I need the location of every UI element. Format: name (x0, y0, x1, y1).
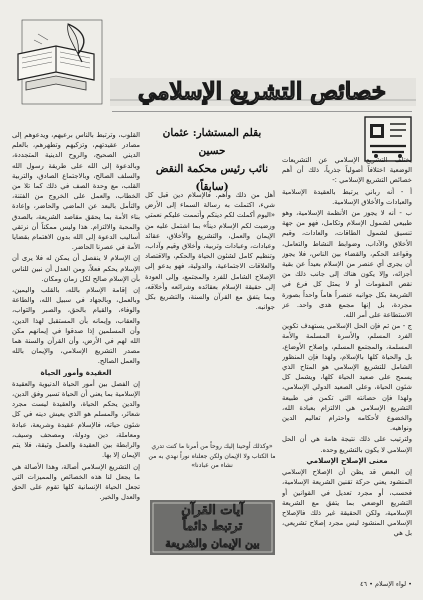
paragraph: إن التشريع الإسلامي أصالة، وهذا الأصالة هي ما يجعل لنا هذه الخصائص والمميزات التي تجعل الحياة الإنسانية كلها تقوم على الحق والعدل والخير. (12, 462, 140, 502)
paragraph: إن إقامة الإسلام بالله، بالقلب واليمين، وبالعمل، وبالجهاد في سبيل الله، والطاعة والوفاء، والقيام بالحق، والصبر والثواب، والعقاب، وإيمانه بأن المستقبل لهذا الدين، وأن المسلمين إذا صدقوا في إيمانهم مكن الله لهم في الأرض، وأن القرآن والسنة هما مصدر التشريع الإسلامي، والإيمان بالله والعمل الصالح. (12, 286, 140, 366)
author-byline (148, 124, 276, 193)
paragraph: ج - من ثم فإن الحل الإسلامي يستهدف تكوين الفرد المسلم، والأسرة المسلمة والأمة المسلمة، والمجتمع المسلم، وإصلاح الأوضاع، بل والحياة كلها بالإسلام، ولهذا فإن المنظور الشامل للتشريع الإسلامي هو المتاح الذي يسمح على صعيد الحياة كلها، ويشمل كل شئون الحياة، وعلى الصعيد الدولي الإسلامي، ولهذا فإن حصانته التي تكمن في طبيعة التشريع الإسلامي هي الالتزام بعبادة الله، والخضوع لأحكامه واحترام تعاليم الدين ونواهيه. (282, 322, 412, 433)
verse-callout-box (150, 500, 275, 555)
paragraph: القلوب، وترتبط بالناس برعيهم، ويدعوهم إلى مصادر عقيدتهم، وتزكيهم وتطهرهم، بالعلم الديني الصحيح، والروح الدينية المتجددة، وبالدعوة إلى الله على طريقة رسول الله والسلف الصالح، وبالاجتماع الصادق، والتربية القلب، مع وحدة الصف في ذلك كما تلا من الخطاب، والعمل على الخروج من الفتنة، والتأمل بالبعد عن الماضي والحاضر، وإعادة بناء الأمة بما يحقق مقاصد الشريعة، بالصدق والمحبة والالتزام. هذا وليس ممكناً أن نرتقي أساليب الدعوة إلى الله بدون الاهتمام بقضايا الأمة في عصرنا الحاضر. (12, 131, 140, 252)
column-left (12, 130, 140, 555)
paragraph: ب - أنه لا يجوز من الأنظمة الإسلامية، وهو طبيعي لشمول الإسلام وتكامل، فهو من جهة تنسيق لشمول الطاقات، والعادات، وقيم الأخلاق والآداب، وضوابط النشاط والتعامل، وقواعد الحكم، والقضاء بين الناس، فلا يجوز أن يجرى أي عنصر من الإسلام بعيداً عن بقية أجزائه، وإلا يكون هناك إلى جانب ذلك من نقص المقومات أو لا يمثل كل فرع في الشريعة بكل جوانبه عنصراً هاماً واحداً بصورة مجردة، بل إنها مجمع هدى واحد. عز الاستطاعة على أمر الله. (282, 209, 412, 320)
paragraph: أهل من ذلك وأهم. فالإسلام دين قبل كل شيء، اكتملت به رسالة السماء إلى الأرض «اليوم أكملت لكم دينكم وأتممت عليكم نعمتي ورضيت لكم الإسلام ديناً» بما اشتمل عليه من الإيمان والعمل، والتشريع والأخلاق، عقائد وعبادات، وعبادات وتربية، وأخلاق وقيم وآداب، وتنظيم كامل لشئون الحياة والحكم، والاقتصاد والعلاقات الاجتماعية، والدولية، فهو يدعو إلى الإصلاح الشامل للفرد والمجتمع، وإلى العودة إلى حقيقة الإسلام بعقائده وشرائعه وأخلاقه، وبما يتفق مع القرآن والسنة، والتشريع بكل جوانبه. (145, 191, 275, 312)
author-role: نائب رئيس محكمة النقض (سابقاً) (155, 163, 269, 193)
verse-line-2: ترتبط دائماً (182, 519, 243, 534)
paragraph: يختلف التشريع الإسلامي عن التشريعات الوضعية اختلافاً أصولياً جذرياً، ذلك أن أهم خصائص التشريع الإسلامي :- (282, 156, 412, 185)
page-title: خصائص التشريع الإسلامي (138, 79, 386, 105)
quran-quote: «وكذلك أوحينا إليك روحاً من أمرنا ما كنت تدري ما الكتاب ولا الإيمان ولكن جعلناه نوراً نهدي به من نشاء من عبادنا» (148, 443, 276, 469)
verse-line-3: بين الإيمان والشريعة (165, 537, 260, 550)
paragraph: إن البعض قد يظن أن الإصلاح الإسلامي المنشود يعني حركة تقنين الشريعة الإسلامية، فحسب، أو مجرد تعديل في القوانين أو التشريع الوضعي بما يتفق مع الشريعة الإسلامية، ولكن الحقيقة غير ذلك فالإصلاح الإسلامي المنشود ليس مجرد إصلاح تشريعي، بل هي (282, 468, 412, 538)
paragraph: إن الإسلام لا ينفصل أن يمكن له فلا يرى أن الإسلام يحكم فعلاً، ومن العدل أن نبين للناس بأن الإسلام صالح لكل زمان ومكان. (12, 254, 140, 283)
column-right (282, 155, 412, 555)
verse-line-1: آيات القرآن (181, 503, 244, 518)
book-quill-illustration (8, 10, 108, 106)
page-footer: • لواء الإسلام • ٤٦ (360, 580, 412, 588)
paragraph: ولترتيب على ذلك نتيجة هامة هي أن الحل الإسلامي لا يكون بالتشريع وحده. (282, 435, 412, 454)
paragraph: أ - أنه رباني يرتبط بالعقيدة الإسلامية والعبادات والأخلاق الإسلامية. (282, 187, 412, 206)
column-middle (145, 190, 275, 440)
section-heading: معنى الإصلاح الإسلامي (306, 455, 388, 465)
paragraph: إن الفصل بين أمور الحياة الدنيوية والعقيدة الإسلامية بما يعني أن الحياة تسير وفق الدين، والدين يحكم الحياة، والعقيدة ليست مجرد شعائر، والمسلم هو الذي يعيش دينه في كل شئون حياته، فالإسلام عقيدة وشريعة، عبادة ومعاملة، دين ودولة، ومصحف وسيف، والرابطة بين العقيدة والعمل وثيقة، فلا يتم الإيمان إلا بها. (12, 379, 140, 460)
section-heading: العقيدة وأمور الحياة (40, 367, 112, 377)
title-divider (112, 111, 412, 112)
author-name: بقلم المستشار: عثمان حسين (162, 127, 262, 157)
